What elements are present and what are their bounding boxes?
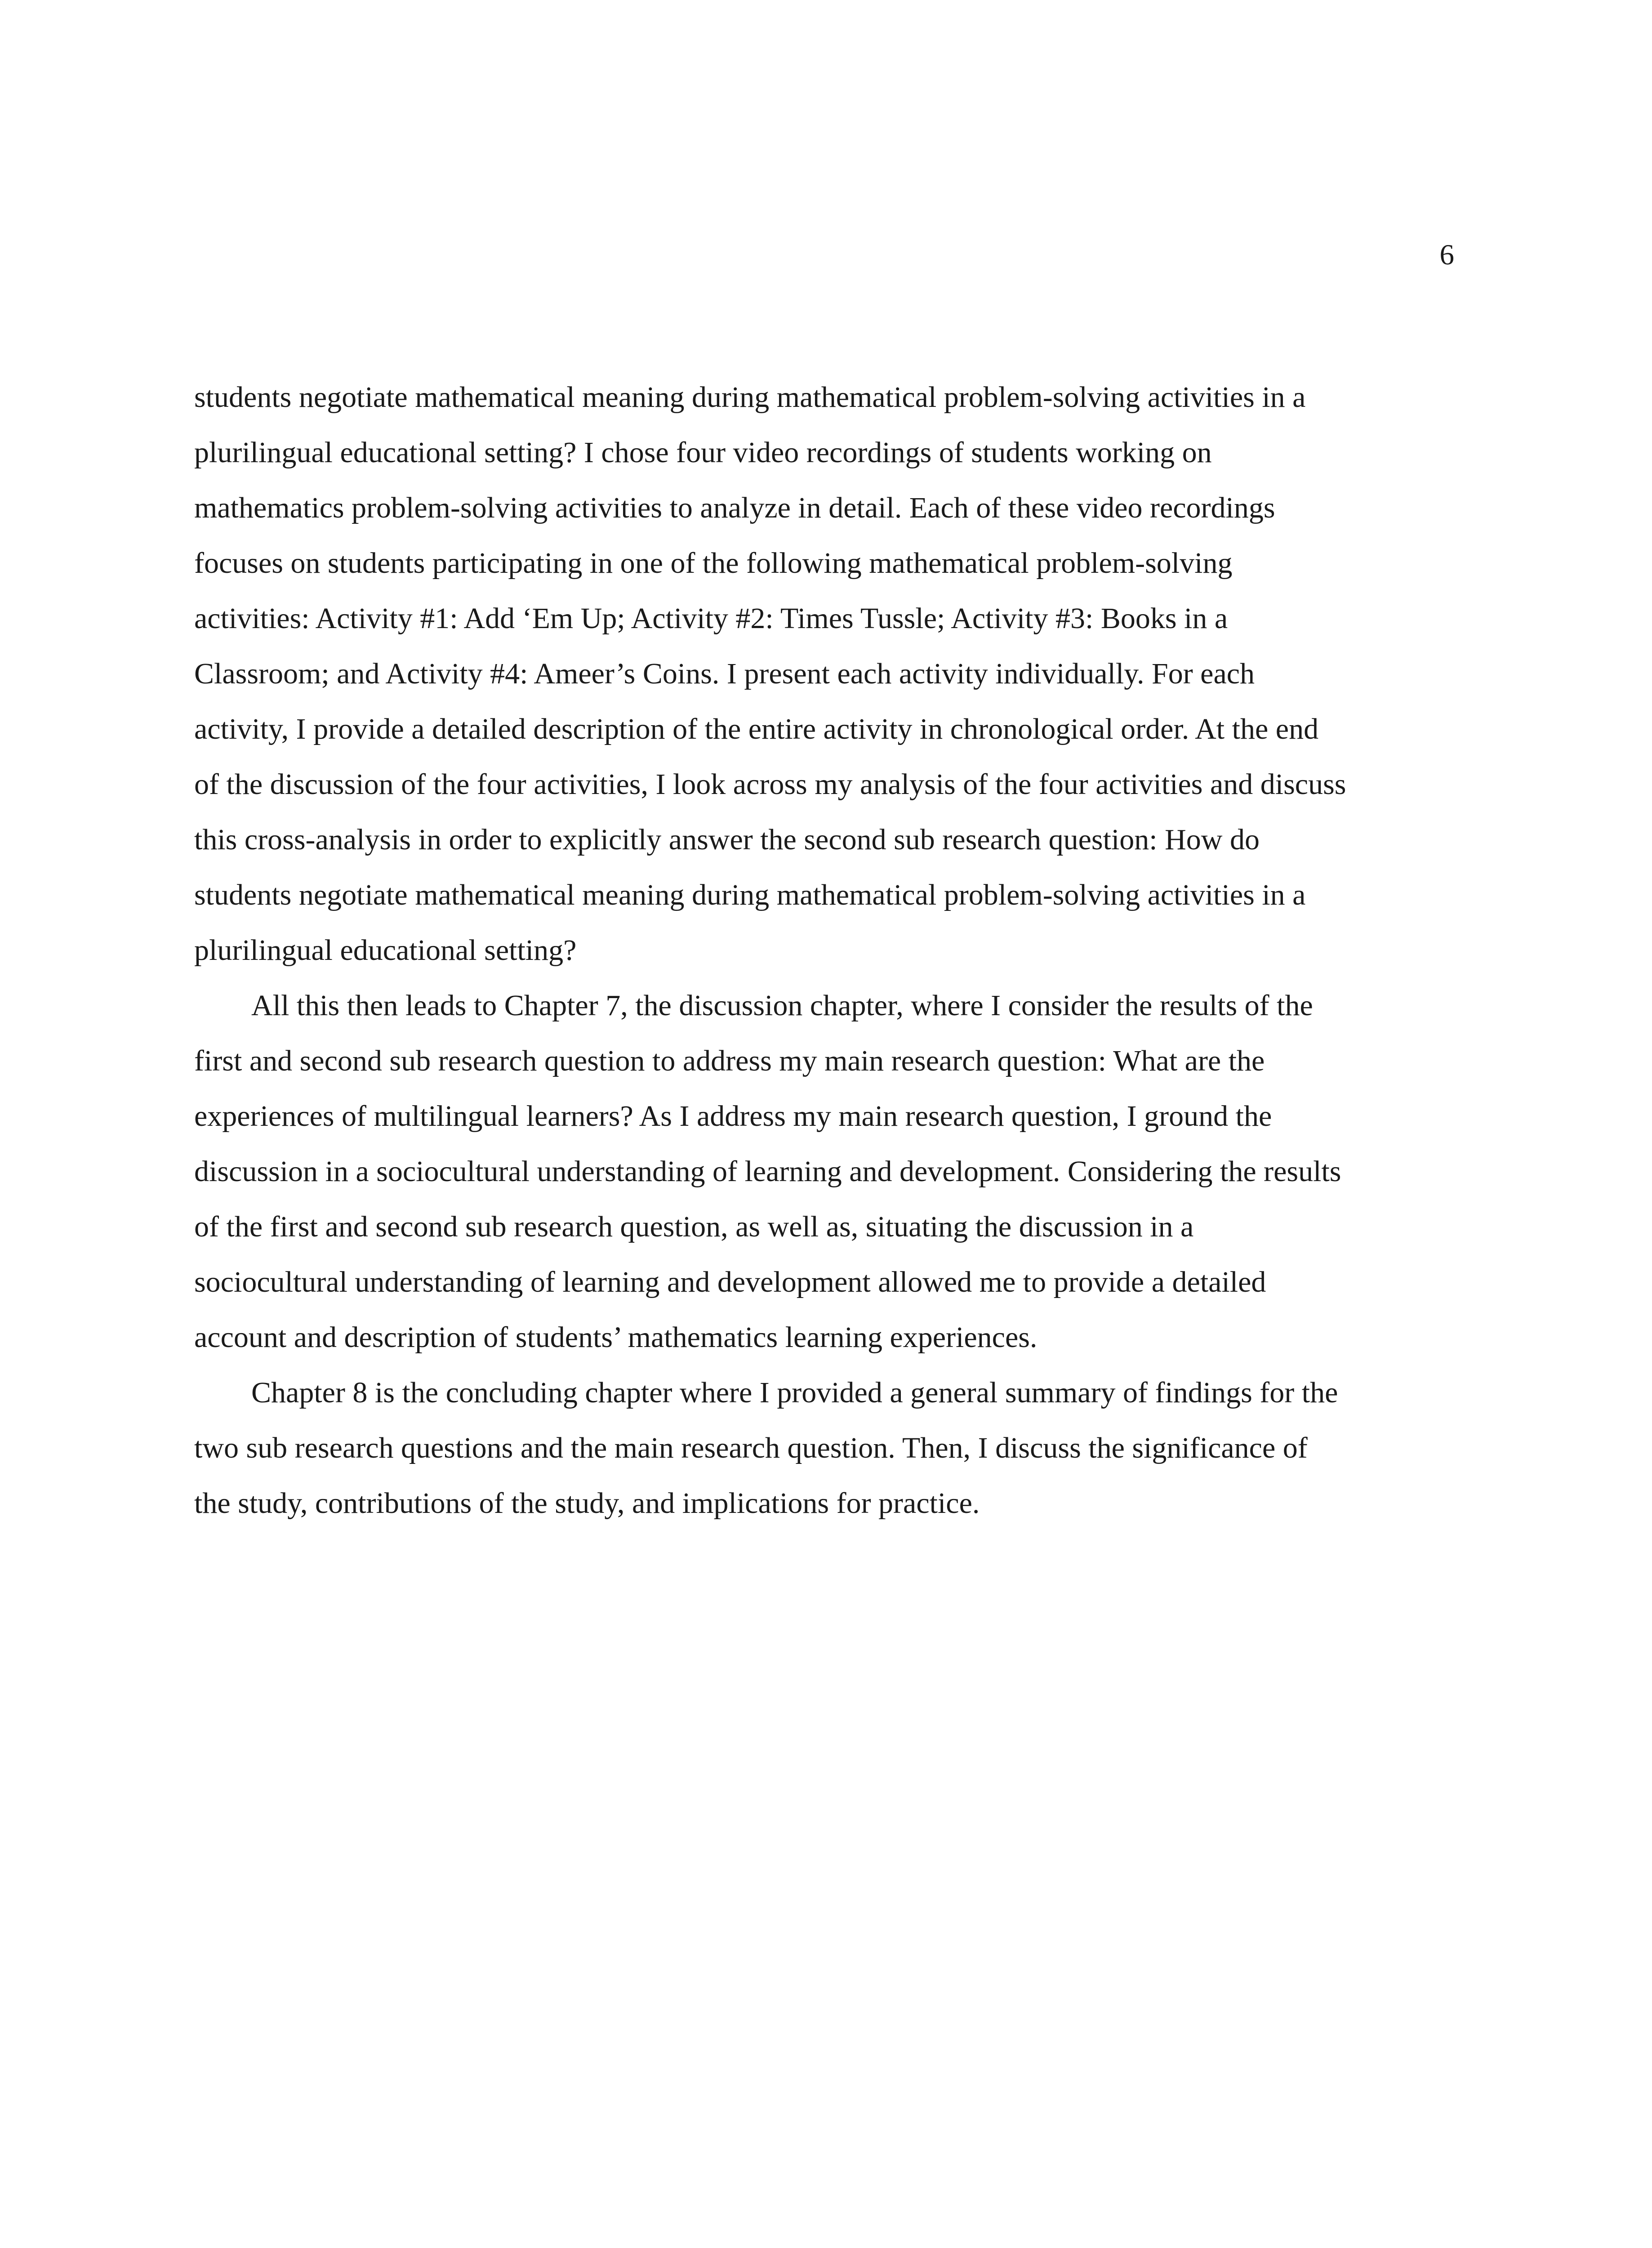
text-line: students negotiate mathematical meaning during mathematical problem-solving activities in a: [194, 381, 1306, 414]
page-number: 6: [1439, 239, 1454, 271]
text-line: sociocultural understanding of learning and development allowed me to provide a detailed: [194, 1266, 1266, 1298]
text-line: of the first and second sub research question, as well as, situating the discussion in a: [194, 1210, 1194, 1243]
text-line: first and second sub research question to address my main research question: What are the: [194, 1044, 1265, 1077]
text-line: Classroom; and Activity #4: Ameer’s Coins. I present each activity individually. For each: [194, 657, 1255, 690]
text-line: students negotiate mathematical meaning during mathematical problem-solving activities in a: [194, 879, 1306, 911]
body-text: [194, 370, 1455, 1531]
paragraph-2: [194, 978, 1455, 1365]
text-line: focuses on students participating in one of the following mathematical problem-solving: [194, 547, 1233, 580]
paragraph-3: [194, 1365, 1455, 1531]
text-line: plurilingual educational setting?: [194, 934, 577, 967]
text-line: discussion in a sociocultural understanding of learning and development. Considering the results: [194, 1155, 1341, 1188]
text-line: experiences of multilingual learners? As I address my main research question, I ground the: [194, 1100, 1272, 1133]
text-line: the study, contributions of the study, and implications for practice.: [194, 1487, 980, 1520]
text-line: account and description of students’ mathematics learning experiences.: [194, 1321, 1038, 1354]
text-line: mathematics problem-solving activities to analyze in detail. Each of these video recordings: [194, 491, 1275, 524]
text-line: Chapter 8 is the concluding chapter where I provided a general summary of findings for the: [251, 1376, 1338, 1409]
text-line: activity, I provide a detailed description of the entire activity in chronological order. At the end: [194, 713, 1319, 745]
text-line: plurilingual educational setting? I chose four video recordings of students working on: [194, 436, 1212, 469]
text-line: two sub research questions and the main research question. Then, I discuss the significance of: [194, 1432, 1308, 1464]
paragraph-1: [194, 370, 1455, 978]
text-line: All this then leads to Chapter 7, the discussion chapter, where I consider the results of the: [251, 989, 1313, 1022]
text-line: of the discussion of the four activities, I look across my analysis of the four activities and discuss: [194, 768, 1346, 801]
text-line: activities: Activity #1: Add ‘Em Up; Activity #2: Times Tussle; Activity #3: Books in a: [194, 602, 1228, 635]
text-line: this cross-analysis in order to explicitly answer the second sub research question: How do: [194, 823, 1260, 856]
